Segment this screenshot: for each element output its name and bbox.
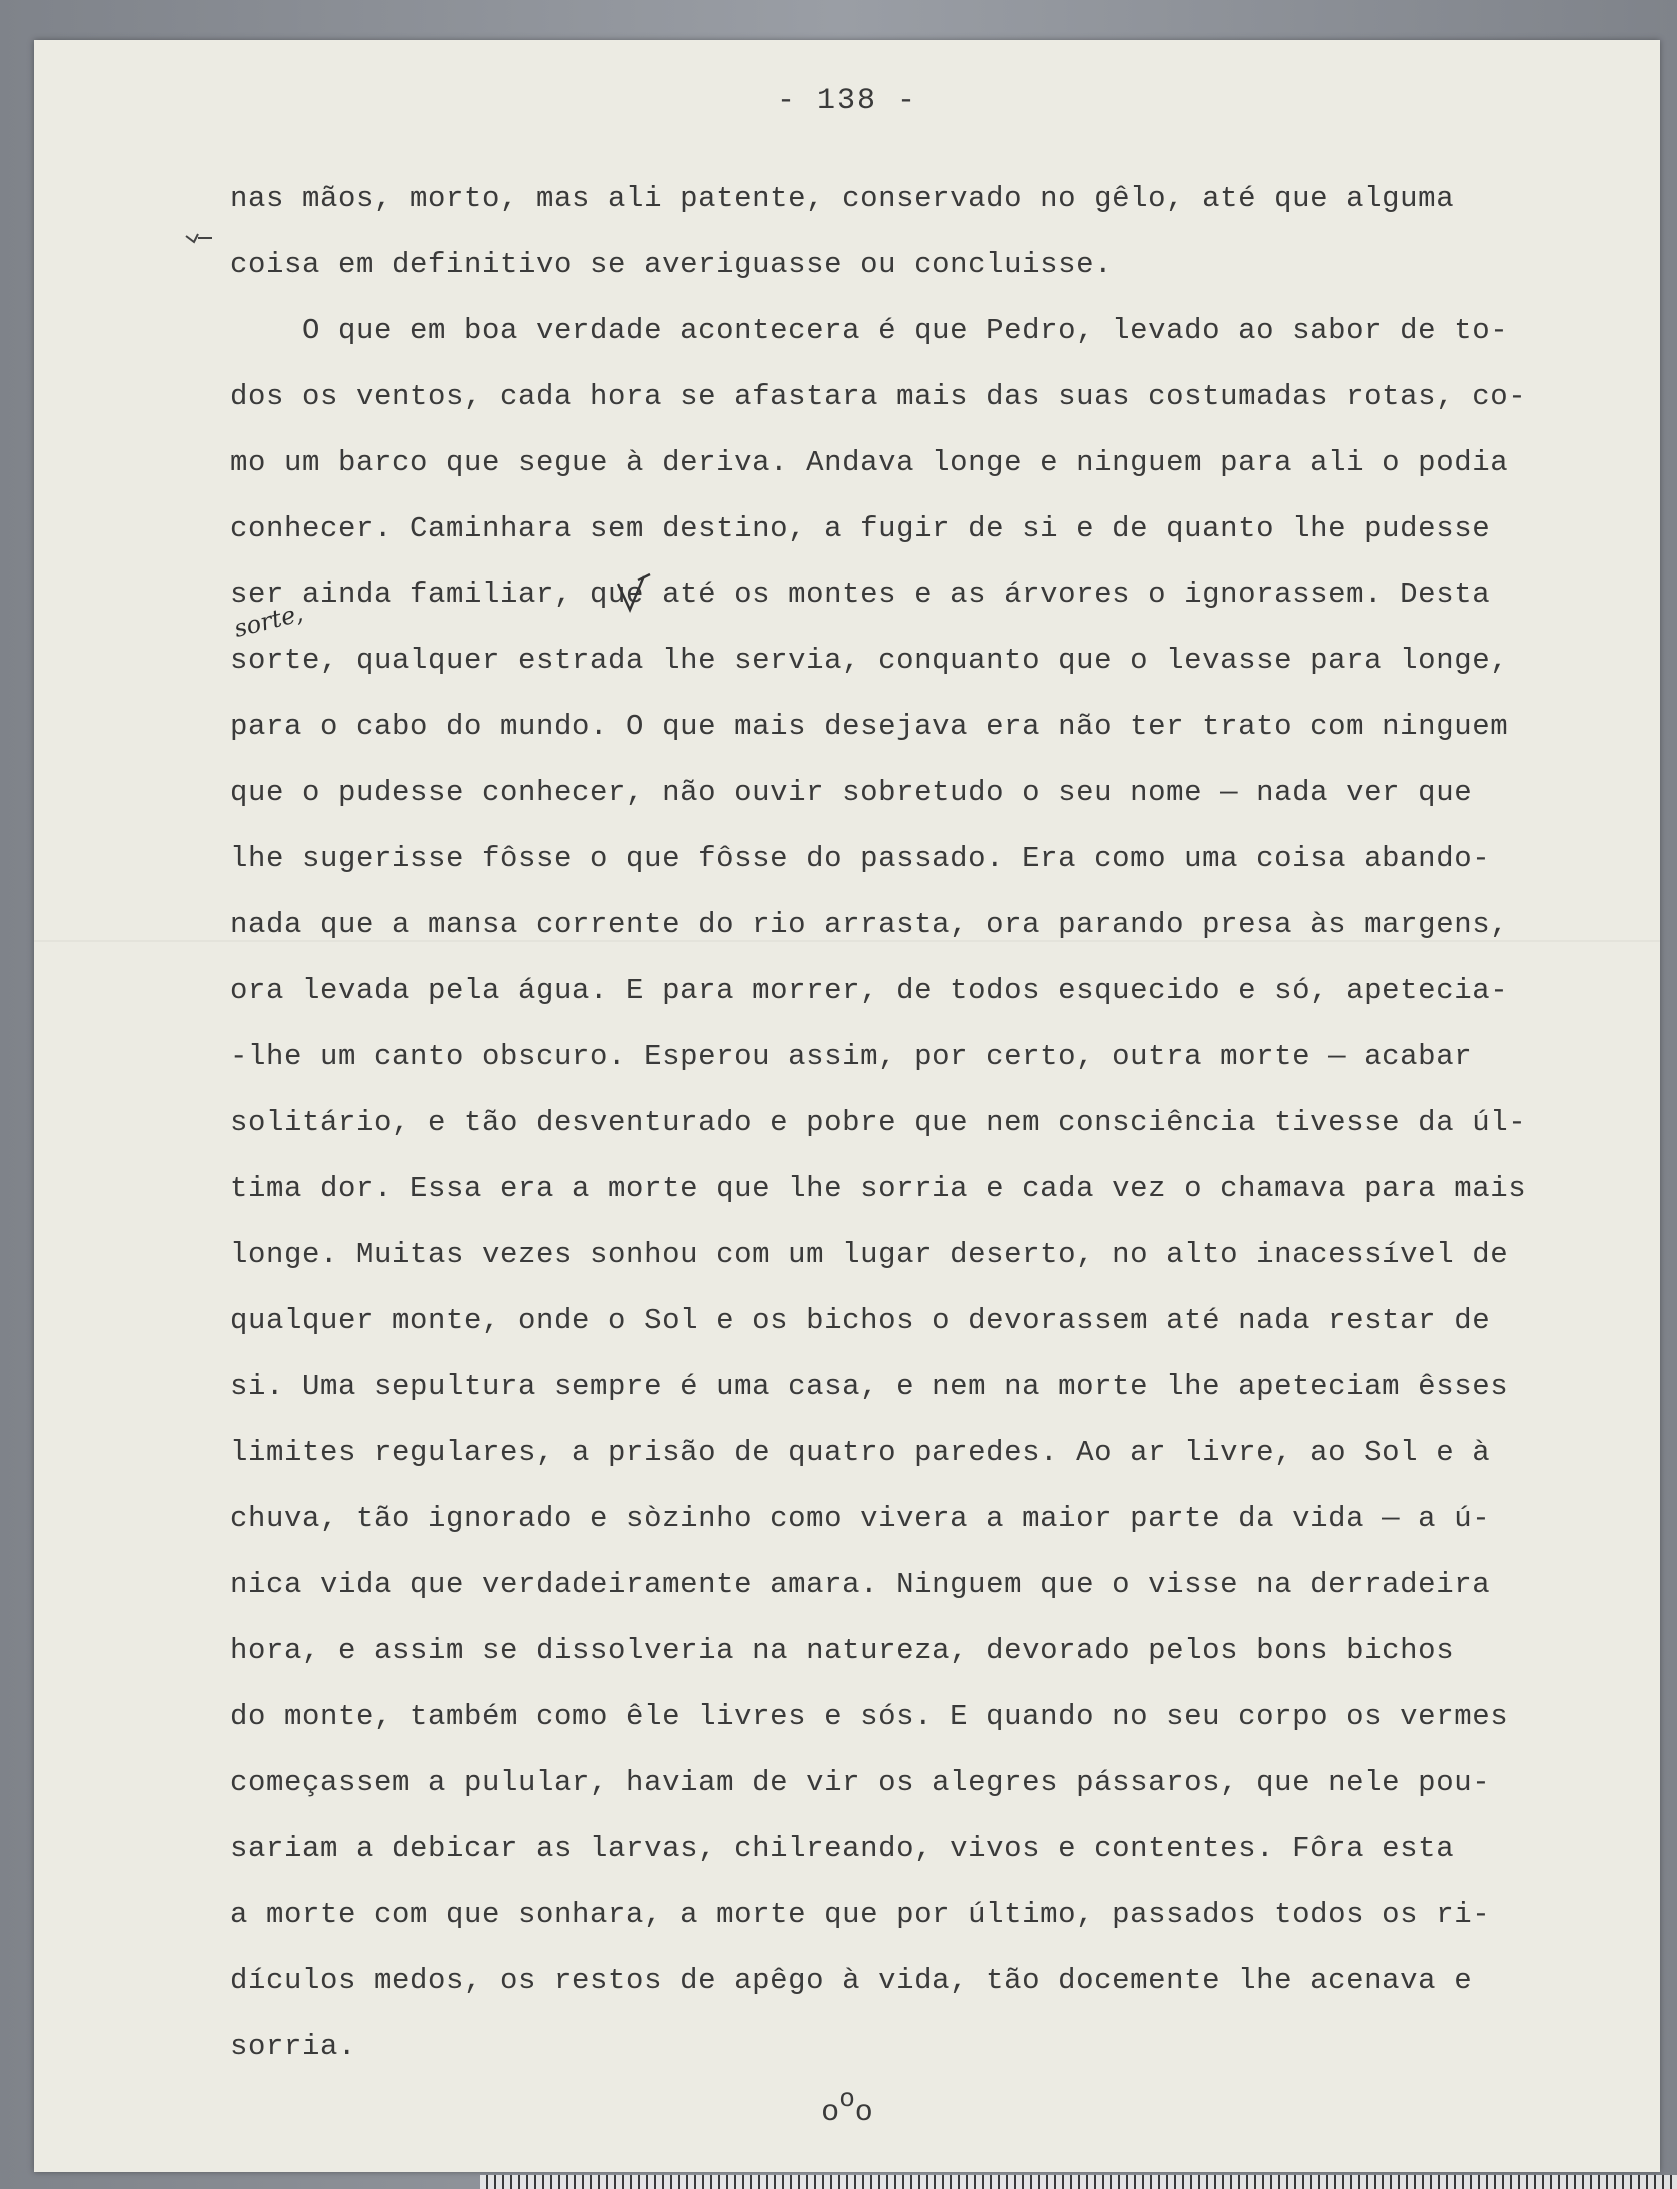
text-line: limites regulares, a prisão de quatro paredes. Ao ar livre, ao Sol e à (230, 1436, 1491, 1469)
text-line: O que em boa verdade acontecera é que Pedro, levado ao sabor de to- (230, 314, 1509, 347)
text-line: chuva, tão ignorado e sòzinho como vivera a maior parte da vida — a ú- (230, 1502, 1491, 1535)
text-line: -lhe um canto obscuro. Esperou assim, por certo, outra morte — acabar (230, 1040, 1473, 1073)
text-line: nada que a mansa corrente do rio arrasta, ora parando presa às margens, (230, 908, 1509, 941)
text-line: coisa em definitivo se averiguasse ou concluisse. (230, 248, 1113, 281)
handwritten-annotation: sorte, (231, 598, 306, 643)
text-line: si. Uma sepultura sempre é uma casa, e nem na morte lhe apeteciam êsses (230, 1370, 1509, 1403)
text-line: qualquer monte, onde o Sol e os bichos o devorassem até nada restar de (230, 1304, 1491, 1337)
scan-scale-ruler (480, 2175, 1677, 2189)
text-line: dículos medos, os restos de apêgo à vida, tão docemente lhe acenava e (230, 1964, 1473, 1997)
text-line: sorria. (230, 2030, 357, 2063)
text-line: conhecer. Caminhara sem destino, a fugir de si e de quanto lhe pudesse (230, 512, 1491, 545)
text-line: dos os ventos, cada hora se afastara mais das suas costumadas rotas, co- (230, 380, 1527, 413)
text-line: a morte com que sonhara, a morte que por último, passados todos os ri- (230, 1898, 1491, 1931)
text-line: longe. Muitas vezes sonhou com um lugar deserto, no alto inacessível de (230, 1238, 1509, 1271)
text-line: do monte, também como êle livres e sós. E quando no seu corpo os vermes (230, 1700, 1509, 1733)
text-line: nas mãos, morto, mas ali patente, conservado no gêlo, até que alguma (230, 182, 1455, 215)
text-line: para o cabo do mundo. O que mais desejava era não ter trato com ninguem (230, 710, 1509, 743)
text-line: ora levada pela água. E para morrer, de todos esquecido e só, apetecia- (230, 974, 1509, 1007)
text-line: começassem a pulular, haviam de vir os alegres pássaros, que nele pou- (230, 1766, 1491, 1799)
margin-check-mark-icon (184, 228, 214, 248)
text-line: tima dor. Essa era a morte que lhe sorria e cada vez o chamava para mais (230, 1172, 1527, 1205)
end-of-section-mark: ooo (821, 2084, 873, 2130)
typewritten-page (34, 40, 1660, 2172)
text-line: mo um barco que segue à deriva. Andava longe e ninguem para ali o podia (230, 446, 1509, 479)
text-line: sariam a debicar as larvas, chilreando, vivos e contentes. Fôra esta (230, 1832, 1455, 1865)
text-line: sorte, qualquer estrada lhe servia, conquanto que o levasse para longe, (230, 644, 1509, 677)
text-line: lhe sugerisse fôsse o que fôsse do passado. Era como uma coisa abando- (230, 842, 1491, 875)
body-text (230, 166, 1630, 2080)
text-line: que o pudesse conhecer, não ouvir sobretudo o seu nome — nada ver que (230, 776, 1473, 809)
text-line: ser ainda familiar, que até os montes e as árvores o ignorassem. Desta (230, 578, 1491, 611)
text-line: nica vida que verdadeiramente amara. Ninguem que o visse na derradeira (230, 1568, 1491, 1601)
insertion-caret-icon (614, 570, 664, 620)
page-number: - 138 - (776, 84, 918, 118)
text-line: hora, e assim se dissolveria na natureza, devorado pelos bons bichos (230, 1634, 1455, 1667)
text-line: solitário, e tão desventurado e pobre que nem consciência tivesse da úl- (230, 1106, 1527, 1139)
